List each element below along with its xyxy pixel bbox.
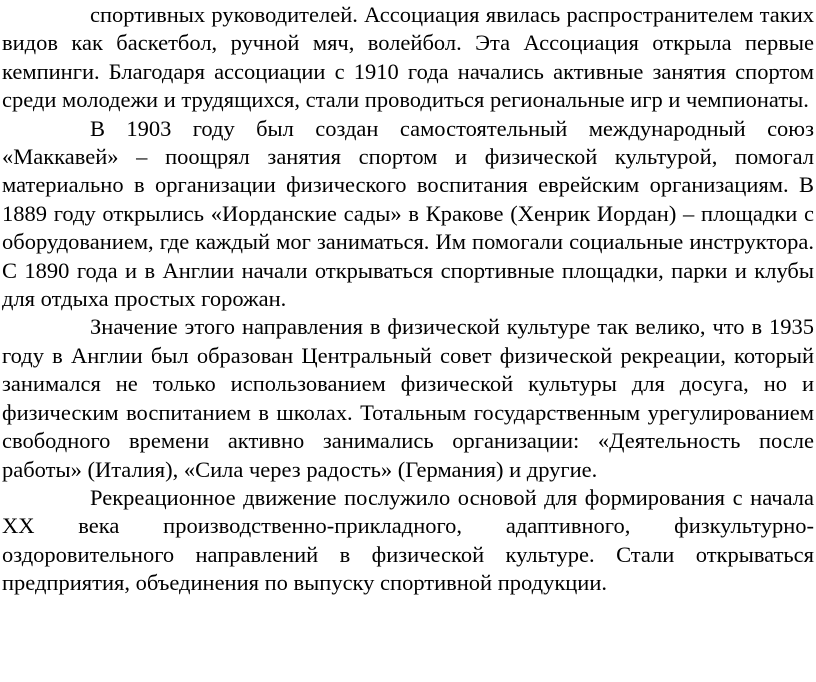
paragraph-continuation: спортивных руководителей. Ассоциация явилась распространителем таких видов как баскетбол, ручной мяч, волейбол. Эта Ассоциация открыла первые кемпинги. Благодаря ассоциации с 1910 года начались активные занятия спортом среди молодежи и трудящихся, стали проводиться региональные игр и чемпионаты. <box>2 2 814 113</box>
paragraph-central-council: Значение этого направления в физической культуре так велико, что в 1935 году в Англии был образован Центральный совет физической рекреации, который занимался не только использованием физической культуры для досуга, но и физическим воспитанием в школах. Тотальным государственным урегулированием свободного времени активно занимались организации: «Деятельность после работы» (Италия), «Сила через радость» (Германия) и другие. <box>2 314 814 482</box>
paragraph-makkabi-union: В 1903 году был создан самостоятельный международный союз «Маккавей» – поощрял занятия спортом и физической культурой, помогал материально в организации физического воспитания еврейским организациям. В 1889 году открылись «Иорданские сады» в Кракове (Хенрик Иордан) – площадки с оборудованием, где каждый мог заниматься. Им помогали социальные инструктора. С 1890 года и в Англии начали открываться спортивные площадки, парки и клубы для отдыха простых горожан. <box>2 115 814 312</box>
paragraph-recreation-movement: Рекреационное движение послужило основой для формирования с начала XX века производственно-прикладного, адаптивного, физкультурно-оздоровительного направлений в физической культуре. Стали открываться предприятия, объединения по выпуску спортивной продукции. <box>2 484 814 596</box>
